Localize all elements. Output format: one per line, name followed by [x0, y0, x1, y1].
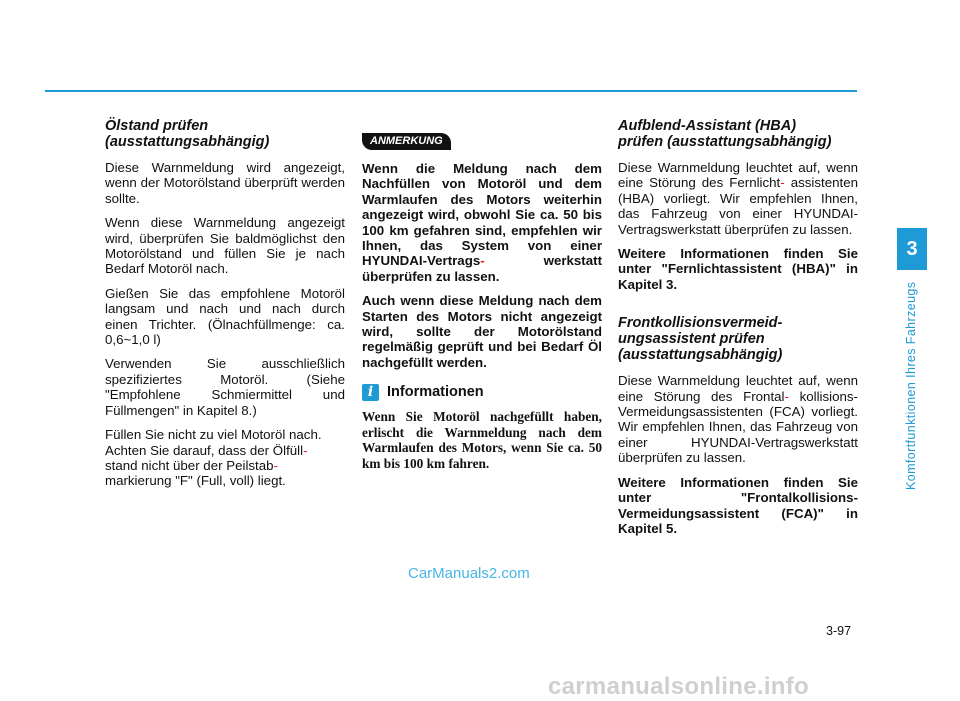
spacer — [618, 301, 858, 315]
text-fragment: werkstatt überprüfen zu lassen. — [362, 253, 602, 284]
column-hba-fca — [618, 118, 858, 545]
hyphen-mark: - — [303, 442, 308, 458]
text-fragment: Diese Warnmeldung leuchtet auf, wenn eine Störung des Fernlicht — [618, 160, 858, 191]
header-rule — [45, 90, 857, 92]
heading-line: (ausstattungsabhängig) — [618, 347, 783, 364]
watermark-carmanuals[interactable]: CarManuals2.com — [408, 565, 530, 582]
paragraph: Wenn Sie Motoröl nachgefüllt haben, erlischt die Warnmeldung nach dem Warmlaufen des Motors, wenn Sie ca. 50 km bis 100 km fahren. — [362, 409, 602, 472]
info-title: Informationen — [387, 384, 484, 401]
note-body — [362, 161, 602, 370]
chapter-tab[interactable]: 3 — [897, 228, 927, 270]
page-number: 3-97 — [826, 624, 852, 638]
text-fragment: Wenn die Meldung nach dem Nachfüllen von Motoröl und dem Warmlaufen des Motors weiterhin angezeigt wird, obwohl Sie ca. 50 bis 100 km gefahren sind, empfehlen wir Ihnen, das System von einer HYUNDAI-Vertrags — [362, 161, 602, 269]
text-fragment: kollisions-Vermeidungsassistenten (FCA) vorliegt. Wir empfehlen Ihnen, das Fahrzeug von einer HYUNDAI-Vertragswerkstatt überprüfen zu lassen. — [618, 388, 858, 466]
hyphen-mark: - — [784, 388, 789, 404]
paragraph — [362, 161, 602, 284]
text-fragment: stand nicht über der Peilstab — [105, 457, 274, 473]
column-note — [362, 132, 602, 481]
hyphen-mark: - — [480, 253, 485, 269]
paragraph: Wenn diese Warnmeldung angezeigt wird, überprüfen Sie baldmöglichst den Motorölstand und füllen Sie je nach Bedarf Motoröl nach. — [105, 215, 345, 277]
hyphen-mark: - — [273, 457, 278, 473]
info-header — [362, 384, 602, 401]
heading-line: Ölstand prüfen — [105, 118, 209, 134]
section-heading-oil-level — [105, 118, 345, 150]
paragraph — [618, 160, 858, 237]
section-heading-fca — [618, 315, 858, 363]
section-heading-hba — [618, 118, 858, 150]
text-fragment: markierung "F" (Full, voll) liegt. — [105, 473, 286, 489]
heading-line: Aufblend-Assistant (HBA) — [618, 118, 797, 134]
text-fragment: assistenten (HBA) vorliegt. Wir empfehlen Ihnen, das Fahrzeug von einer HYUNDAI-Vertragswerkstatt überprüfen zu lassen. — [618, 175, 858, 237]
heading-line: ungsassistent prüfen — [618, 331, 765, 348]
paragraph — [618, 373, 858, 465]
heading-line: prüfen (ausstattungsabhängig) — [618, 134, 832, 150]
paragraph: Gießen Sie das empfohlene Motoröl langsam und nach und nach durch einen Trichter. (Ölnachfüllmenge: ca. 0,6~1,0 l) — [105, 285, 345, 348]
heading-line: Frontkollisionsvermeid- — [618, 315, 783, 332]
fca-reference — [618, 475, 858, 537]
text-fragment: Füllen Sie nicht zu viel Motoröl nach. Achten Sie darauf, dass der Ölfüll — [105, 427, 322, 458]
watermark-site: carmanualsonline.info — [548, 673, 810, 700]
heading-line: (ausstattungsabhängig) — [105, 134, 270, 150]
paragraph: Weitere Informationen finden Sie unter "Frontalkollisions-Vermeidungsassistent (FCA)" in Kapitel 5. — [618, 474, 858, 536]
info-body — [362, 409, 602, 471]
note-badge: ANMERKUNG — [362, 133, 451, 150]
hba-reference — [618, 246, 858, 292]
paragraph: Verwenden Sie ausschließlich spezifiziertes Motoröl. (Siehe "Empfohlene Schmiermittel und Füllmengen" in Kapitel 8.) — [105, 356, 345, 418]
paragraph — [105, 427, 345, 489]
paragraph: Auch wenn diese Meldung nach dem Starten des Motors nicht angezeigt wird, sollte der Motorölstand regelmäßig geprüft und bei Bedarf Öl nachgefüllt werden. — [362, 293, 602, 370]
paragraph: Weitere Informationen finden Sie unter "Fernlichtassistent (HBA)" in Kapitel 3. — [618, 246, 858, 292]
text-fragment: Diese Warnmeldung leuchtet auf, wenn eine Störung des Frontal — [618, 373, 858, 404]
column-oil-level — [105, 118, 345, 498]
hyphen-mark: - — [780, 175, 785, 191]
info-icon: i — [362, 384, 379, 401]
chapter-title-vertical: Komfortfunktionen Ihres Fahrzeugs — [904, 281, 918, 490]
paragraph: Diese Warnmeldung wird angezeigt, wenn der Motorölstand überprüft werden sollte. — [105, 160, 345, 206]
